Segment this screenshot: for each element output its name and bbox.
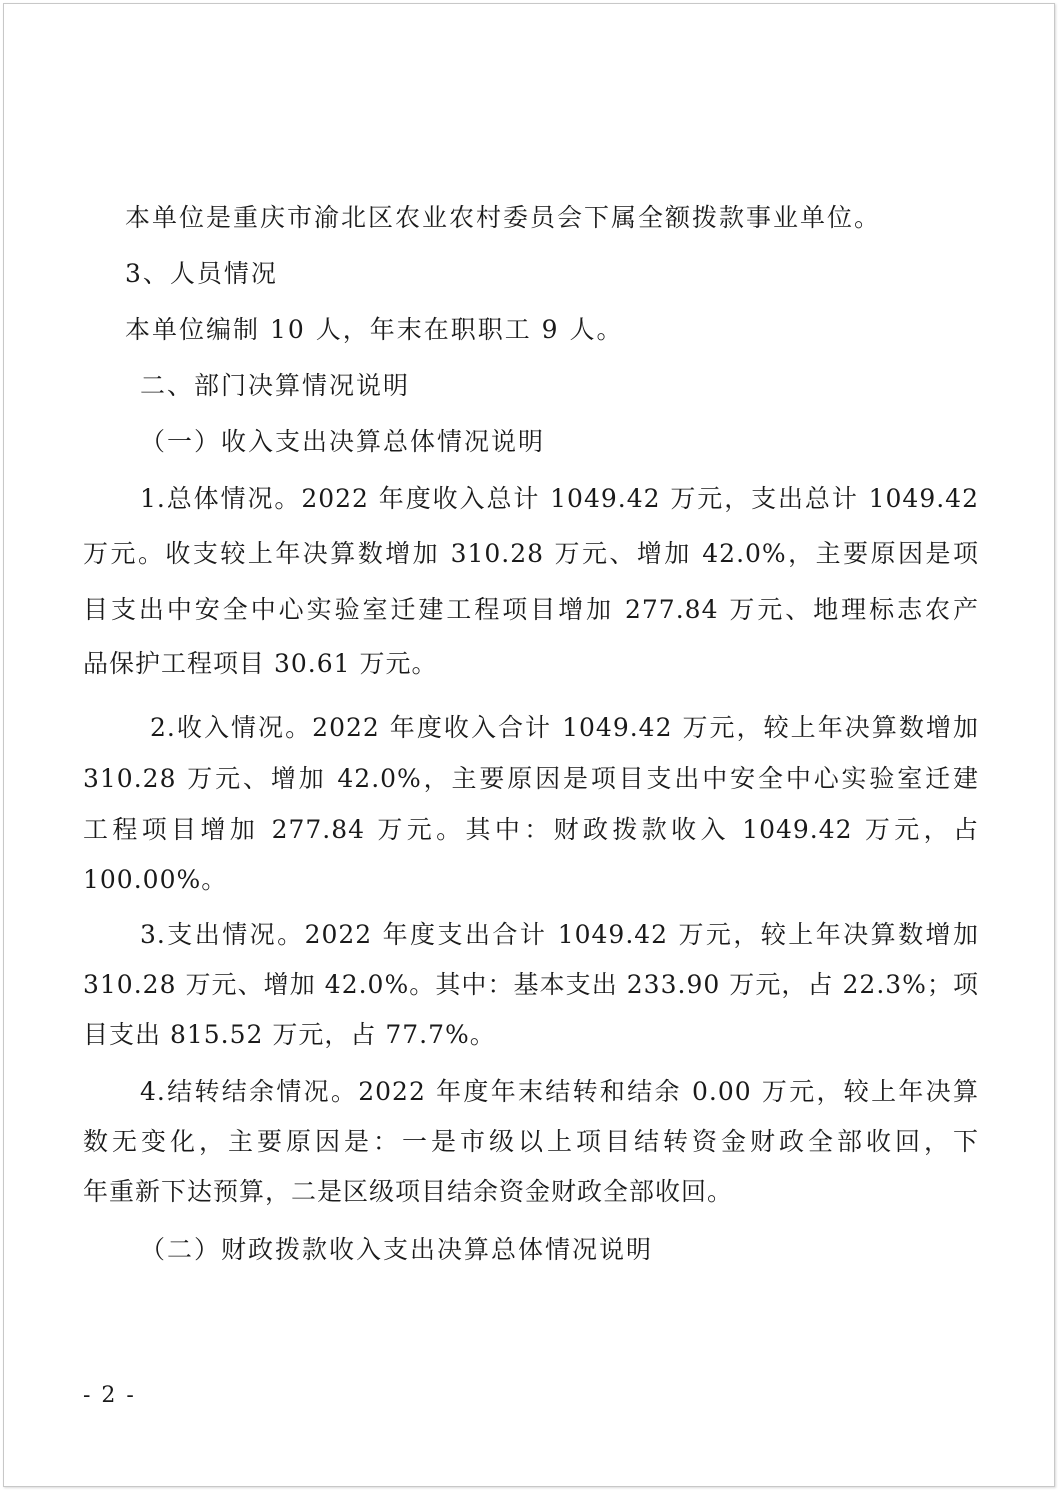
staff-heading: 3、人员情况: [125, 259, 278, 288]
expense-paragraph-line-2: 310.28 万元、增加 42.0%。其中：基本支出 233.90 万元，占 22.3%；项: [83, 970, 979, 999]
overall-paragraph-line-4: 品保护工程项目 30.61 万元。: [83, 649, 438, 678]
carryover-paragraph-line-2: 数无变化，主要原因是：一是市级以上项目结转资金财政全部收回，下: [83, 1127, 979, 1156]
expense-paragraph-line-1: 3.支出情况。2022 年度支出合计 1049.42 万元，较上年决算数增加: [140, 920, 979, 949]
income-paragraph-line-1: 2.收入情况。2022 年度收入合计 1049.42 万元，较上年决算数增加: [150, 713, 979, 742]
staff-text: 本单位编制 10 人，年末在职职工 9 人。: [125, 315, 624, 344]
carryover-paragraph-line-3: 年重新下达预算，二是区级项目结余资金财政全部收回。: [83, 1177, 734, 1206]
overall-paragraph-line-2: 万元。收支较上年决算数增加 310.28 万元、增加 42.0%，主要原因是项: [83, 539, 979, 568]
subsection-two-heading: （二）财政拨款收入支出决算总体情况说明: [140, 1235, 654, 1264]
overall-paragraph-line-1: 1.总体情况。2022 年度收入总计 1049.42 万元，支出总计 1049.42: [140, 484, 979, 513]
page-number: - 2 -: [83, 1383, 136, 1408]
income-paragraph-line-3: 工程项目增加 277.84 万元。其中：财政拨款收入 1049.42 万元，占: [83, 815, 979, 844]
carryover-paragraph-line-1: 4.结转结余情况。2022 年度年末结转和结余 0.00 万元，较上年决算: [140, 1077, 979, 1106]
expense-paragraph-line-3: 目支出 815.52 万元，占 77.7%。: [83, 1020, 496, 1049]
unit-type-text: 本单位是重庆市渝北区农业农村委员会下属全额拨款事业单位。: [125, 203, 882, 232]
overall-paragraph-line-3: 目支出中安全中心实验室迁建工程项目增加 277.84 万元、地理标志农产: [83, 595, 979, 624]
section-two-heading: 二、部门决算情况说明: [140, 371, 411, 400]
subsection-one-heading: （一）收入支出决算总体情况说明: [140, 427, 546, 456]
income-paragraph-line-4: 100.00%。: [83, 865, 228, 894]
income-paragraph-line-2: 310.28 万元、增加 42.0%，主要原因是项目支出中安全中心实验室迁建: [83, 764, 979, 793]
